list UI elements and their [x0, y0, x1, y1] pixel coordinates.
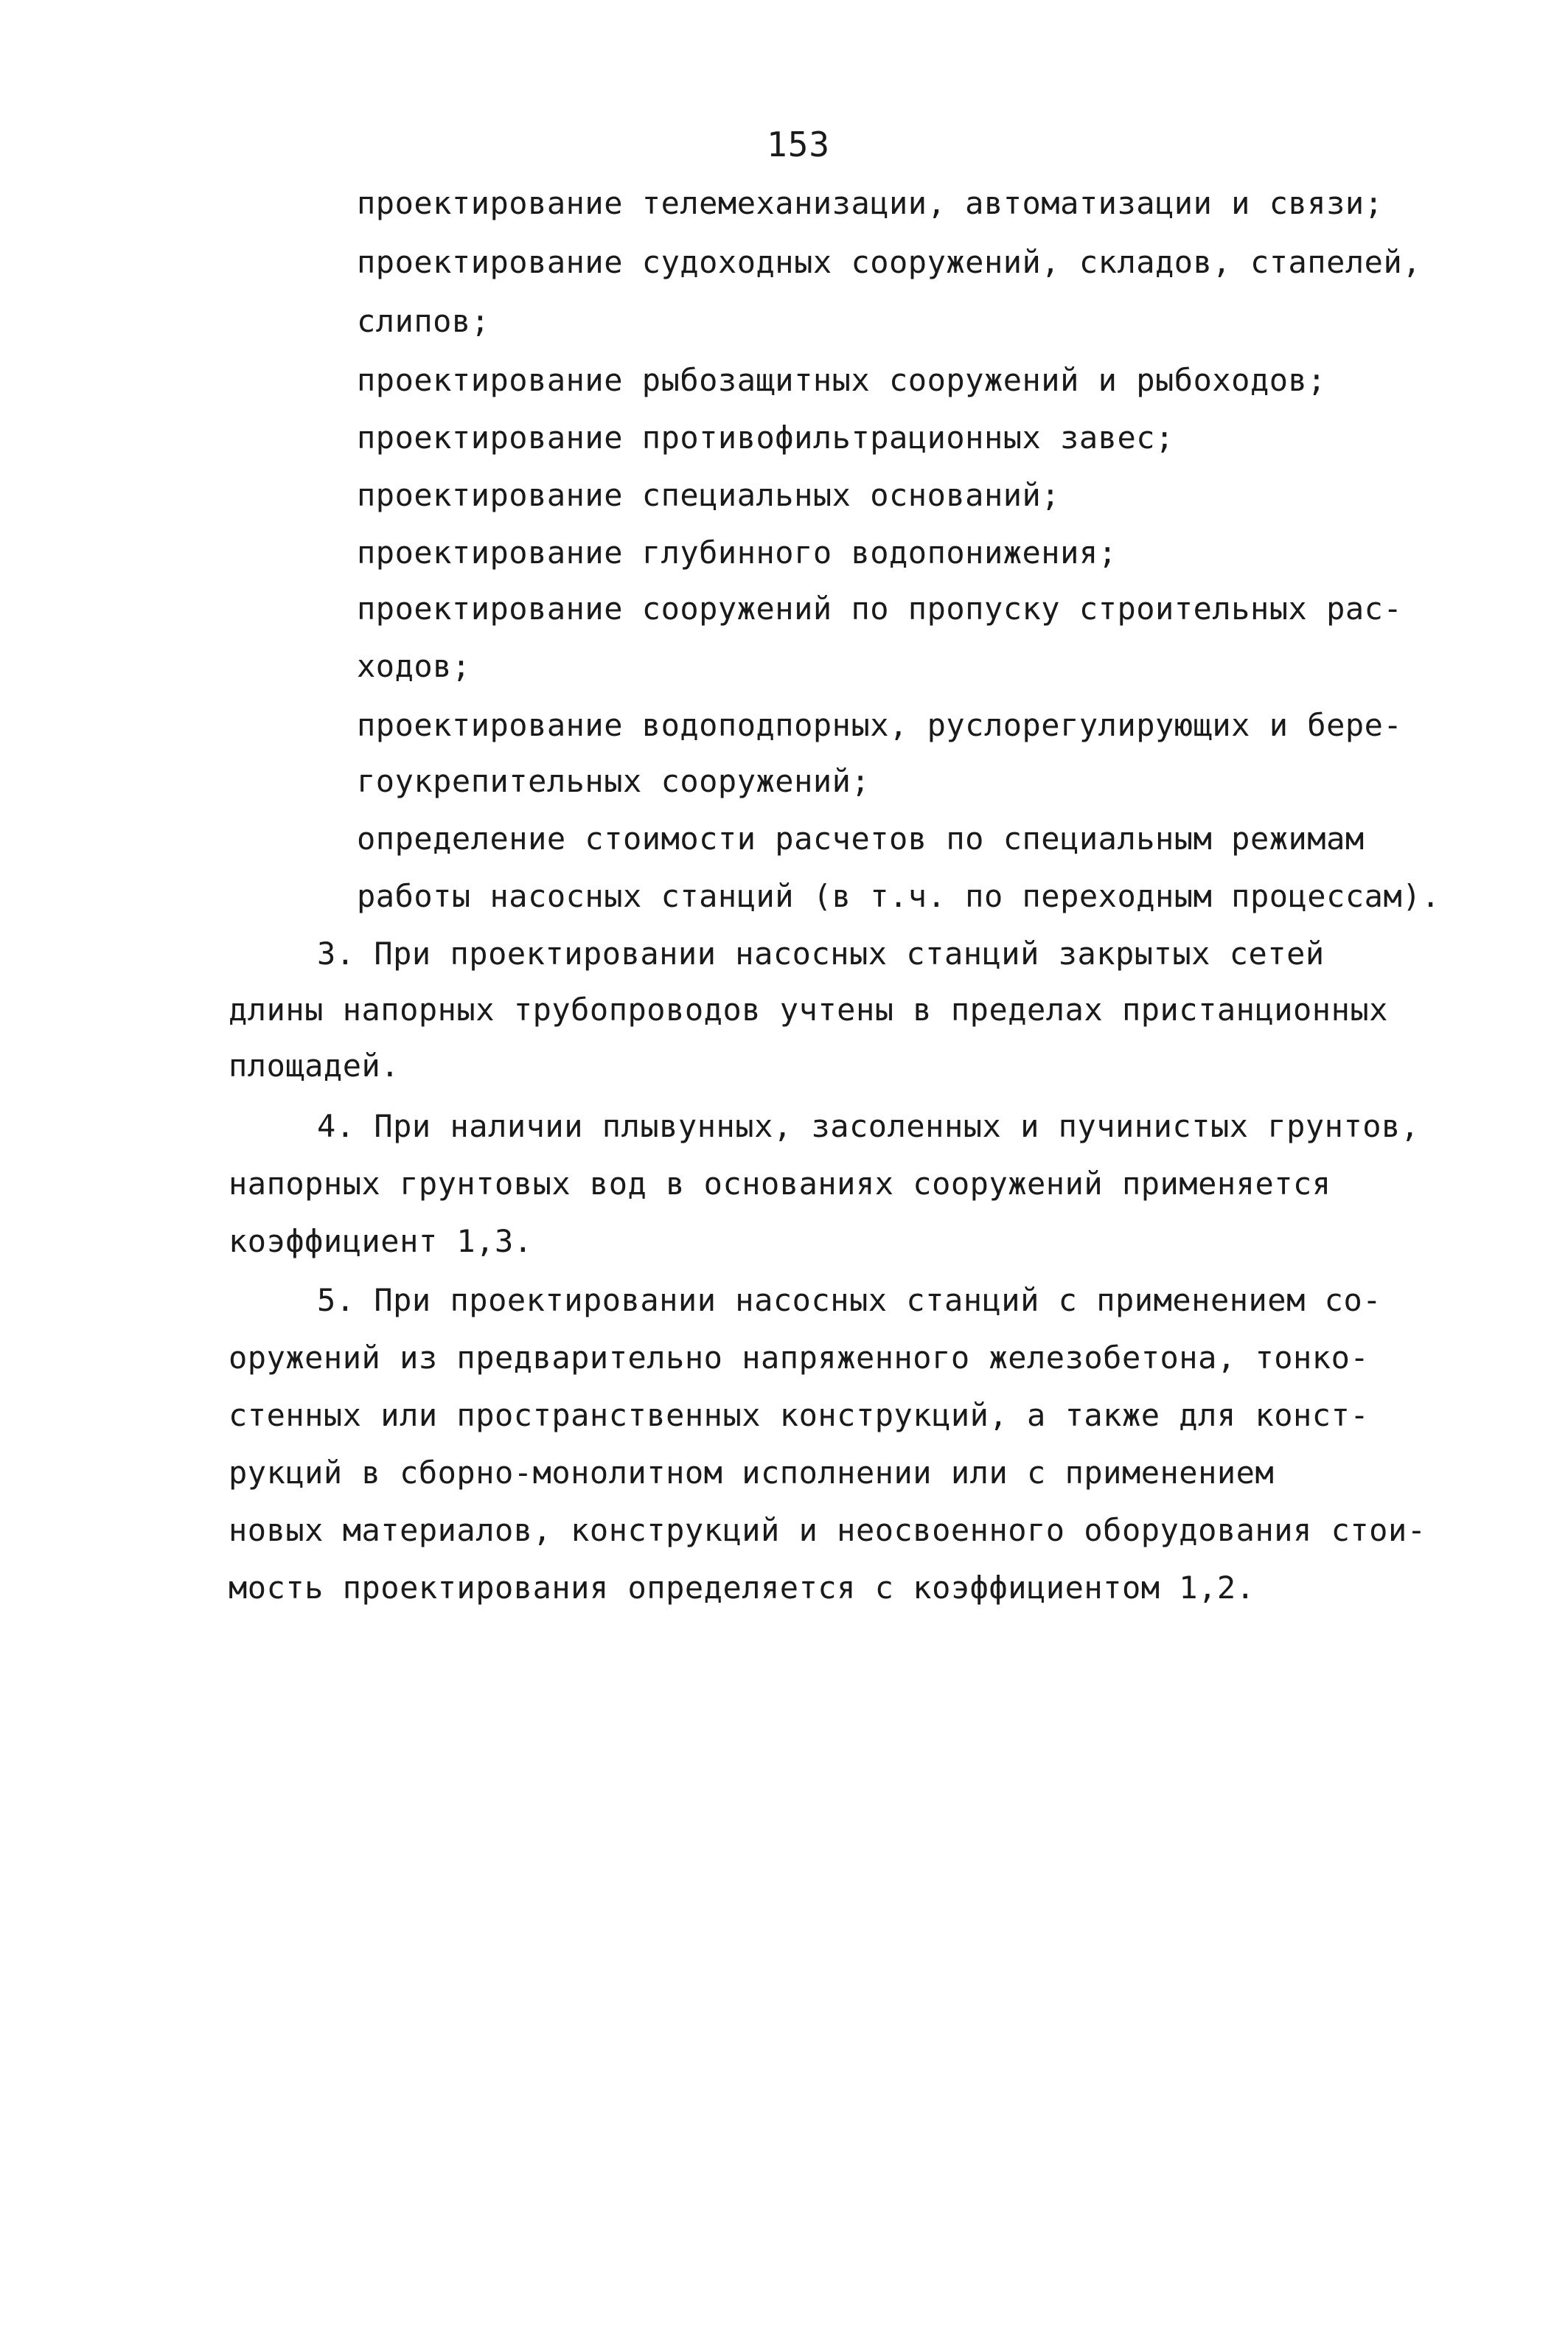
list-item: проектирование сооружений по пропуску строительных рас-: [357, 591, 1403, 627]
list-item: проектирование специальных оснований;: [357, 477, 1061, 513]
paragraph-4-line: коэффициент 1,3.: [229, 1223, 533, 1259]
paragraph-4-line: 4. При наличии плывунных, засоленных и пучинистых грунтов,: [317, 1108, 1420, 1144]
paragraph-3-line: длины напорных трубопроводов учтены в пределах пристанционных: [229, 992, 1388, 1028]
list-item-continuation: слипов;: [357, 303, 490, 339]
list-item: проектирование телемеханизации, автоматизации и связи;: [357, 185, 1384, 221]
paragraph-4-line: напорных грунтовых вод в основаниях сооружений применяется: [229, 1166, 1331, 1202]
list-item-continuation: гоукрепительных сооружений;: [357, 763, 871, 799]
paragraph-5-line: рукций в сборно-монолитном исполнении или с применением: [229, 1455, 1275, 1491]
list-item: определение стоимости расчетов по специальным режимам: [357, 821, 1365, 857]
list-item: проектирование противофильтрационных завес;: [357, 419, 1174, 456]
paragraph-3-line: площадей.: [229, 1048, 400, 1084]
paragraph-5-line: мость проектирования определяется с коэффициентом 1,2.: [229, 1570, 1255, 1606]
paragraph-3-line: 3. При проектировании насосных станций закрытых сетей: [317, 936, 1325, 972]
list-item: проектирование водоподпорных, руслорегулирующих и бере-: [357, 707, 1403, 743]
paragraph-5-line: 5. При проектировании насосных станций с применением со-: [317, 1282, 1382, 1318]
list-item-continuation: работы насосных станций (в т.ч. по переходным процессам).: [357, 878, 1440, 914]
page-number: 153: [767, 125, 831, 164]
list-item: проектирование судоходных сооружений, складов, стапелей,: [357, 244, 1422, 280]
paragraph-5-line: оружений из предварительно напряженного железобетона, тонко-: [229, 1340, 1370, 1376]
list-item: проектирование глубинного водопонижения;: [357, 534, 1118, 571]
paragraph-5-line: стенных или пространственных конструкций, а также для конст-: [229, 1397, 1370, 1433]
list-item: проектирование рыбозащитных сооружений и рыбоходов;: [357, 362, 1327, 398]
list-item-continuation: ходов;: [357, 648, 471, 684]
paragraph-5-line: новых материалов, конструкций и неосвоенного оборудования стои-: [229, 1512, 1426, 1548]
